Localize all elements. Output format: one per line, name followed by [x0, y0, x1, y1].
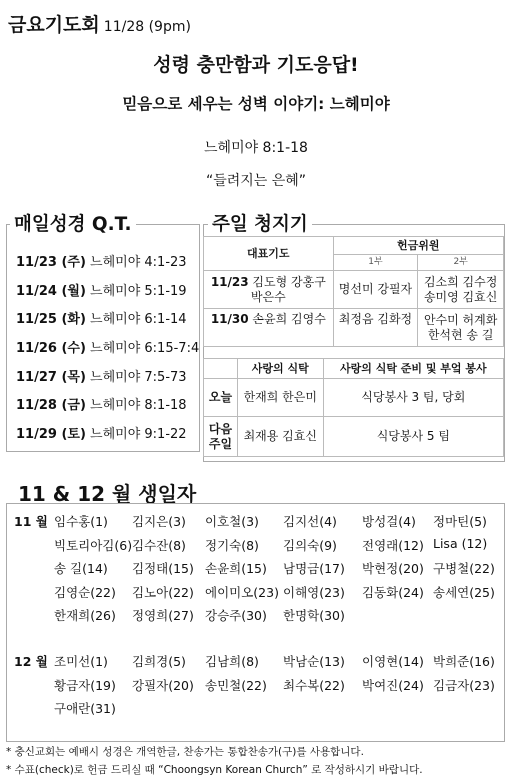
steward-table — [203, 236, 504, 347]
footer-note-1: * 충신교회는 예배시 성경은 개역한글, 찬송가는 통합찬송가(구)를 사용합니다. — [6, 746, 364, 758]
qt-date: 11/26 (수) — [16, 341, 86, 356]
birthday-name: 한명학(30) — [283, 608, 345, 623]
birthday-name: 구애란(31) — [54, 701, 116, 716]
birthday-name: 김의숙(9) — [283, 537, 337, 553]
birthday-name: 강필자(20) — [132, 677, 194, 693]
birthday-name: 김남희(8) — [205, 654, 259, 669]
header-date: 11/28 (9pm) — [103, 19, 191, 35]
qt-date: 11/23 (주) — [16, 255, 86, 270]
offering-first: 명선미 강필자 — [333, 271, 418, 309]
qt-date: 11/24 (월) — [16, 284, 86, 299]
table-row — [204, 417, 504, 457]
birthday-name: 남명금(17) — [283, 561, 345, 576]
table-row — [204, 271, 504, 309]
birthday-name: 강승주(30) — [205, 608, 267, 623]
birthday-name: 구병철(22) — [433, 561, 495, 576]
birthday-name: 김지선(4) — [283, 514, 337, 529]
birthday-name: 에이미오(23) — [205, 584, 279, 600]
birthday-name: 황금자(19) — [54, 677, 116, 693]
birthday-name: 박현정(20) — [362, 561, 424, 576]
birthday-name: 김노아(22) — [132, 584, 194, 600]
birthday-name: 박남순(13) — [283, 654, 345, 669]
qt-date: 11/28 (금) — [16, 398, 86, 413]
footer-note-2: * 수표(check)로 헌금 드리실 때 “Choongsyn Korean Church” 로 작성하시기 바랍니다. — [6, 764, 423, 776]
scripture-passage: 느헤미야 8:1-18 — [204, 140, 308, 156]
birthday-name: 김영순(22) — [54, 584, 116, 600]
today-label: 오늘 — [204, 379, 238, 417]
qt-text: 느헤미야 9:1-22 — [90, 427, 187, 442]
qt-date: 11/27 (목) — [16, 370, 86, 385]
birthday-name: 김금자(23) — [433, 677, 495, 693]
prayer-names: 김도형 강홍구 — [252, 274, 326, 289]
prayer-header: 대표기도 — [204, 237, 334, 271]
prayer-names: 박은수 — [250, 289, 286, 304]
series-title: 믿음으로 세우는 성벽 이야기: 느헤미야 — [122, 95, 390, 113]
birthday-name: 전영래(12) — [362, 537, 424, 553]
birthday-name: 정기숙(8) — [205, 537, 259, 553]
qt-text: 느헤미야 8:1-18 — [90, 398, 187, 413]
meal-table — [203, 358, 504, 457]
birthday-name: 정영희(27) — [132, 608, 194, 623]
birthday-name: 박희준(16) — [433, 654, 495, 669]
birthday-name: 송세연(25) — [433, 584, 495, 600]
qt-item — [16, 337, 199, 356]
offering-second: 한석현 송 길 — [427, 327, 494, 342]
qt-text: 느헤미야 5:1-19 — [90, 284, 187, 299]
theme-title: 성령 충만함과 기도응답! — [153, 54, 359, 76]
birthday-name: 방성걸(4) — [362, 514, 416, 529]
row-date: 11/30 — [210, 312, 249, 326]
birthday-name: Lisa (12) — [433, 535, 488, 551]
qt-item — [16, 394, 187, 413]
qt-item — [16, 251, 187, 270]
birthday-name: 이영현(14) — [362, 654, 424, 669]
qt-text: 느헤미야 4:1-23 — [90, 255, 187, 270]
birthday-name: 손윤희(15) — [205, 561, 267, 576]
birthday-name: 김수잔(8) — [132, 537, 186, 553]
first-service-label: 1부 — [333, 255, 418, 271]
qt-text: 느헤미야 6:1-14 — [90, 312, 187, 327]
sunday-title: 주일 청지기 — [208, 210, 312, 236]
offering-second: 김소희 김수정 — [423, 274, 498, 289]
birthday-name: 정마틴(5) — [433, 514, 487, 529]
birthday-name: 송민철(22) — [205, 677, 267, 693]
today-service: 식당봉사 3 팀, 당회 — [323, 379, 503, 417]
qt-text: 느헤미야 7:5-73 — [90, 370, 187, 385]
birthday-name: 조미선(1) — [54, 654, 108, 669]
offering-header: 헌금위원 — [333, 237, 503, 255]
next-service: 식당봉사 5 팀 — [323, 417, 503, 457]
birthday-name: 최수복(22) — [283, 677, 345, 693]
month-label-nov: 11 월 — [14, 514, 48, 529]
birthday-name: 빅토리아김(6) — [54, 537, 133, 553]
prayer-names: 손윤희 김영수 — [252, 312, 326, 326]
qt-item — [16, 366, 187, 385]
next-label: 다음 — [208, 421, 233, 436]
birthday-name: 박여진(24) — [362, 677, 424, 693]
today-meal: 한재희 한은미 — [237, 379, 323, 417]
next-label: 주일 — [208, 436, 233, 451]
birthday-name: 이호철(3) — [205, 514, 259, 529]
qt-item — [16, 423, 187, 442]
header-title: 금요기도회 — [8, 14, 100, 36]
qt-item — [16, 280, 187, 299]
offering-second: 송미영 김효신 — [423, 289, 498, 304]
qt-title: 매일성경 Q.T. — [10, 210, 136, 236]
birthday-name: 임수홍(1) — [54, 514, 108, 529]
birthday-name: 이해영(23) — [283, 584, 345, 600]
offering-second: 안수미 허계화 — [423, 312, 498, 327]
table-row — [204, 379, 504, 417]
birthday-name: 한재희(26) — [54, 608, 116, 623]
birthday-name: 김지은(3) — [132, 514, 186, 529]
second-service-label: 2부 — [418, 255, 504, 271]
birthday-title: 11 & 12 월 생일자 — [18, 482, 197, 506]
next-meal: 최재용 김효신 — [237, 417, 323, 457]
birthday-name: 송 길(14) — [54, 561, 108, 576]
birthday-name: 김희경(5) — [132, 654, 186, 669]
month-label-dec: 12 월 — [14, 654, 48, 669]
qt-text: 느헤미야 6:15-7:4 — [90, 341, 200, 356]
meal-header: 사랑의 식탁 — [237, 359, 323, 379]
qt-item — [16, 308, 187, 327]
meal-prep-header: 사랑의 식탁 준비 및 부엌 봉사 — [323, 359, 503, 379]
birthday-name: 김정태(15) — [132, 561, 194, 576]
bulletin-header — [8, 10, 191, 37]
sermon-title: “들려지는 은혜” — [205, 173, 307, 189]
birthday-name: 김동화(24) — [362, 584, 424, 600]
offering-first: 최정음 김화정 — [333, 309, 418, 347]
row-date: 11/23 — [210, 274, 249, 289]
table-row — [204, 309, 504, 347]
qt-date: 11/29 (토) — [16, 427, 86, 442]
qt-date: 11/25 (화) — [16, 312, 86, 327]
